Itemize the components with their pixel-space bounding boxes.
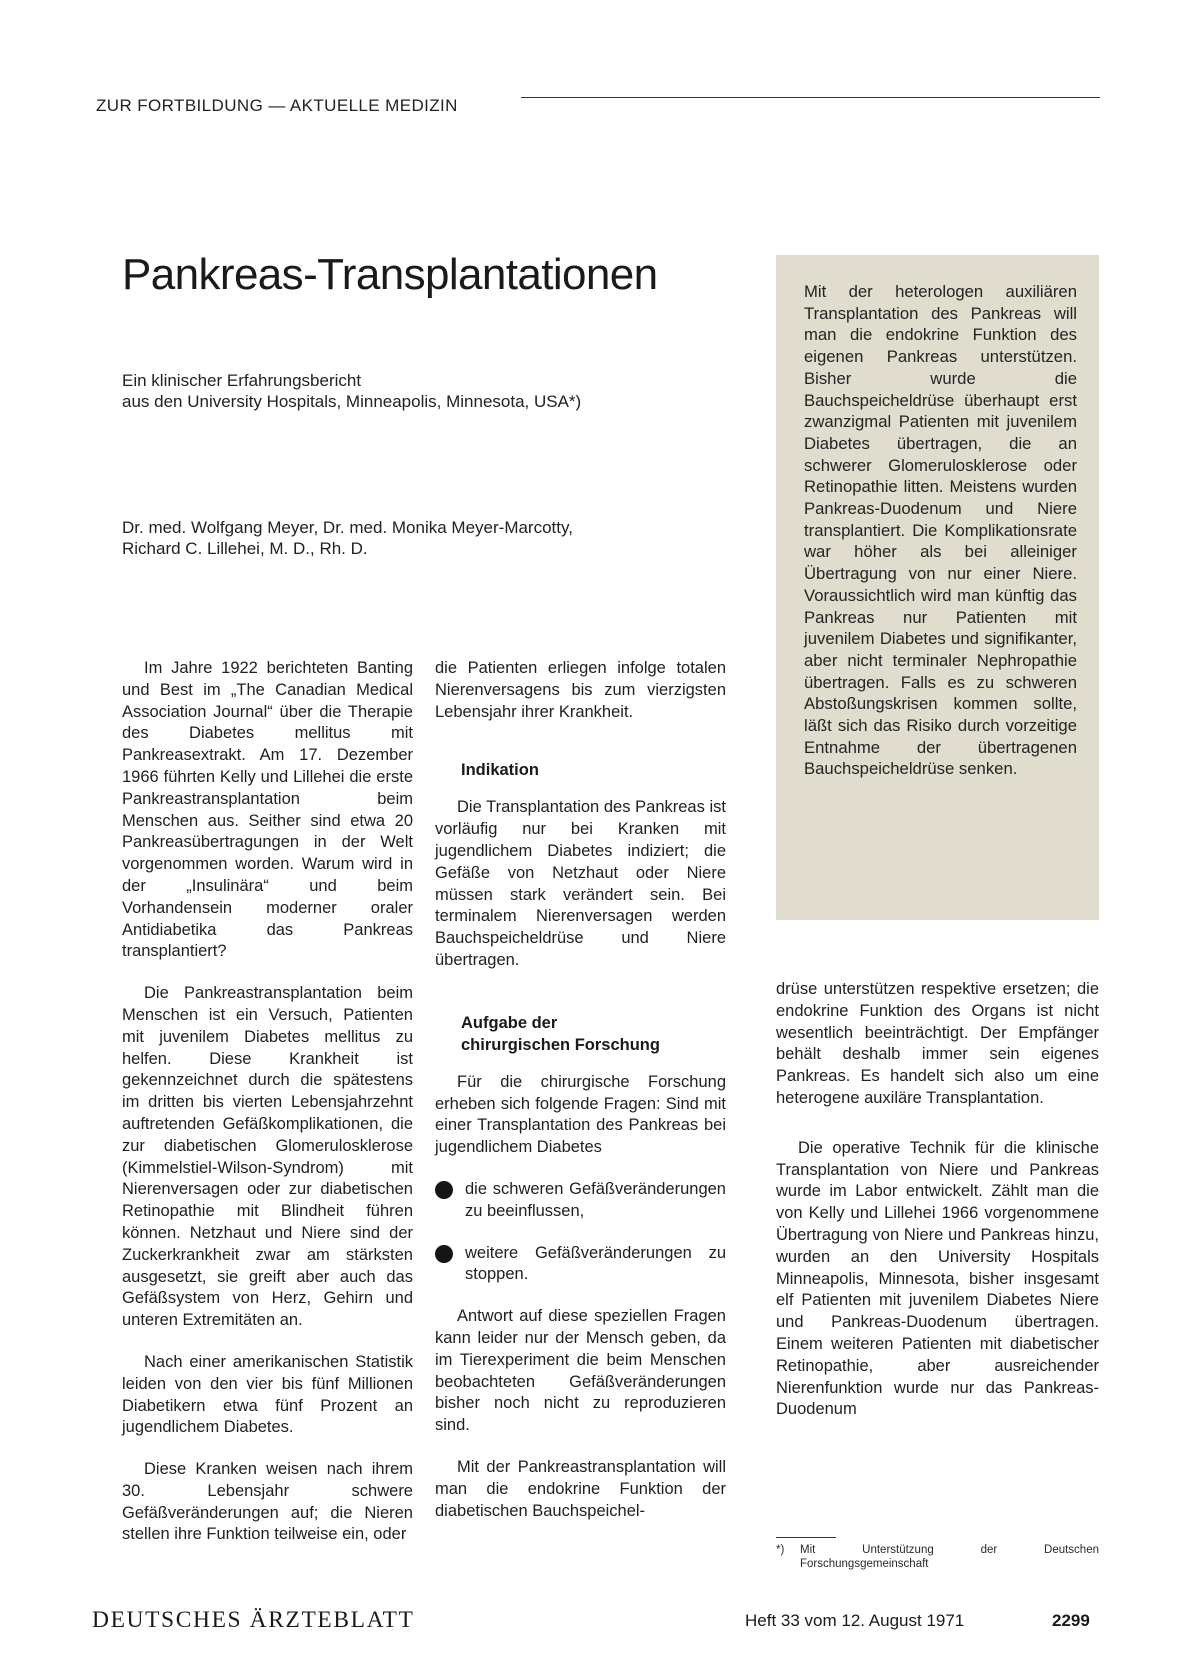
paragraph: Diese Kranken weisen nach ihrem 30. Lebensjahr schwere Gefäßveränderungen auf; die Nieren stellen ihre Funktion teilweise ein, oder bbox=[122, 1460, 413, 1544]
paragraph: Mit der Pankreastransplantation will man die endokrine Funktion der diabetischen Bauchspeichel- bbox=[435, 1457, 726, 1520]
paragraph: Die operative Technik für die klinische Transplantation von Niere und Pankreas wurde im Labor entwickelt. Zählt man die von Kelly und Lillehei 1966 vorgenommene Übertragung von Niere und Pankreas hinzu, wurden an den University Hospitals Minneapolis, Minnesota, bisher insgesamt elf Patienten mit juvenilem Diabetes Niere und Pankreas-Duodenum übertragen. Einem weiteren Patienten mit diabetischer Retinopathie, aber ausreichender Nierenfunktion wurde nur das Pankreas-Duodenum bbox=[776, 1138, 1099, 1419]
question-list bbox=[435, 1179, 726, 1286]
text-column-2 bbox=[435, 658, 726, 1542]
list-item-text: weitere Gefäßveränderungen zu stoppen. bbox=[465, 1243, 726, 1284]
paragraph: Nach einer amerikanischen Statistik leiden von den vier bis fünf Millionen Diabetikern etwa fünf Prozent an jugendlichem Diabetes. bbox=[122, 1352, 413, 1437]
running-head: ZUR FORTBILDUNG — AKTUELLE MEDIZIN bbox=[96, 96, 458, 115]
paragraph: Die Pankreastransplantation beim Menschen ist ein Versuch, Patienten mit juvenilem Diabetes mellitus zu helfen. Diese Krankheit ist gekennzeichnet durch die spätestens im dritten bis vierten Lebensjahrzehnt auftretenden Gefäßkomplikationen, die zur diabetischen Glomerulosklerose (Kimmelstiel-Wilson-Syndrom) mit Nierenversagen oder zur diabetischen Retinopathie mit Blindheit führen können. Netzhaut und Niere sind der Zuckerkrankheit zwar am stärksten ausgesetzt, sie greift aber auch das Gefäßsystem von Herz, Gehirn und unteren Extremitäten an. bbox=[122, 984, 413, 1330]
footnote-text: Mit Unterstützung der Deutschen Forschungsgemeinschaft bbox=[800, 1544, 1099, 1570]
bullet-dot-icon bbox=[435, 1245, 453, 1263]
journal-name: DEUTSCHES ÄRZTEBLATT bbox=[92, 1607, 415, 1633]
text-column-1 bbox=[122, 658, 413, 1566]
heading-line: chirurgischen Forschung bbox=[461, 1035, 660, 1054]
subtitle-line: aus den University Hospitals, Minneapolis, Minnesota, USA*) bbox=[122, 392, 582, 411]
list-item-text: die schweren Gefäßveränderungen zu beeinflussen, bbox=[465, 1179, 726, 1220]
paragraph: Antwort auf diese speziellen Fragen kann leider nur der Mensch geben, da im Tierexperiment die beim Menschen beobachteten Gefäßveränderungen bisher noch nicht zu reproduzieren sind. bbox=[435, 1307, 726, 1435]
footnote-rule bbox=[776, 1537, 836, 1538]
list-item bbox=[435, 1179, 726, 1223]
authors-line: Richard C. Lillehei, M. D., Rh. D. bbox=[122, 539, 368, 558]
article-authors bbox=[122, 517, 573, 559]
paragraph-continuation: drüse unterstützen respektive ersetzen; die endokrine Funktion des Organs ist nicht wesentlich beeinträchtigt. Der Empfänger behält deshalb immer sein eigenes Pankreas. Es handelt sich also um eine heterogene auxiläre Transplantation. bbox=[776, 980, 1099, 1107]
article-title: Pankreas-Transplantationen bbox=[122, 250, 658, 299]
paragraph: Die Transplantation des Pankreas ist vorläufig nur bei Kranken mit jugendlichem Diabetes indiziert; die Gefäße von Netzhaut oder Niere müssen stark verändert sein. Bei terminalem Nierenversagen werden Bauchspeicheldrüse und Niere übertragen. bbox=[435, 798, 726, 969]
heading-line: Aufgabe der bbox=[461, 1013, 558, 1032]
article-subtitle bbox=[122, 370, 581, 412]
paragraph: Für die chirurgische Forschung erheben sich folgende Fragen: Sind mit einer Transplantation des Pankreas bei jugendlichem Diabetes bbox=[435, 1072, 726, 1157]
page-number: 2299 bbox=[1052, 1611, 1090, 1630]
issue-info: Heft 33 vom 12. August 1971 bbox=[745, 1611, 965, 1630]
paragraph-continuation: die Patienten erliegen infolge totalen Nierenversagens bis zum vierzigsten Lebensjahr ihrer Krankheit. bbox=[435, 659, 726, 721]
list-item bbox=[435, 1243, 726, 1287]
footnote-mark: *) bbox=[776, 1544, 785, 1556]
subtitle-line: Ein klinischer Erfahrungsbericht bbox=[122, 371, 362, 390]
text-column-3 bbox=[776, 979, 1099, 1441]
footnote bbox=[776, 1543, 1099, 1571]
paragraph: Im Jahre 1922 berichteten Banting und Best im „The Canadian Medical Association Journal“ über die Therapie des Diabetes mellitus mit Pankreasextrakt. Am 17. Dezember 1966 führten Kelly und Lillehei die erste Pankreastransplantation beim Menschen aus. Seither sind etwa 20 Pankreasübertragungen in der Welt vorgenommen worden. Warum wird in der „Insulinära“ und beim Vorhandensein moderner oraler Antidiabetika das Pankreas transplantiert? bbox=[122, 659, 413, 961]
authors-line: Dr. med. Wolfgang Meyer, Dr. med. Monika Meyer-Marcotty, bbox=[122, 518, 573, 537]
section-heading-indikation: Indikation bbox=[461, 761, 539, 780]
bullet-dot-icon bbox=[435, 1181, 453, 1199]
section-heading-forschung bbox=[461, 1012, 726, 1056]
abstract-box: Mit der heterologen auxiliären Transplantation des Pankreas will man die endokrine Funktion des eigenen Pankreas unterstützen. Bisher wurde die Bauchspeicheldrüse überhaupt erst zwanzigmal Patienten mit juvenilem Diabetes übertragen, die an schwerer Glomerulosklerose oder Retinopathie litten. Meistens wurden Pankreas-Duodenum und Niere transplantiert. Die Komplikationsrate war höher als bei alleiniger Übertragung von nur einer Niere. Voraussichtlich wird man künftig das Pankreas nur Patienten mit juvenilem Diabetes und signifikanter, aber nicht terminaler Nephropathie übertragen. Falls es zu schweren Abstoßungskrisen kommen sollte, läßt sich das Risiko durch vorzeitige Entnahme der übertragenen Bauchspeicheldrüse senken. bbox=[776, 255, 1099, 920]
header-rule bbox=[521, 97, 1100, 98]
